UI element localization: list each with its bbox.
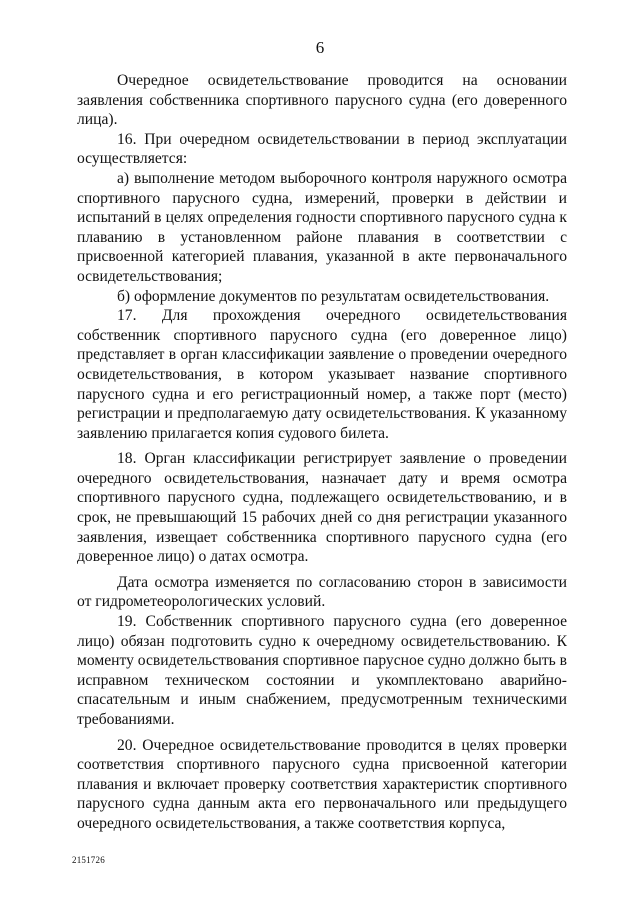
paragraph-20: 20. Очередное освидетельствование проводится в целях проверки соответствия спортивного парусного судна присвоенной категории плавания и включает проверку соответствия характеристик спортивного парусного судна данным акта его первоначального или предыдущего очередного освидетельствования, а также соответствия корпуса, — [77, 736, 567, 832]
document-code: 2151726 — [72, 855, 105, 865]
paragraph-16b: б) оформление документов по результатам освидетельствования. — [117, 287, 550, 305]
paragraph-intro: Очередное освидетельствование проводится на основании заявления собственника спортивного парусного судна (его доверенного лица). — [77, 72, 567, 129]
document-body — [77, 71, 567, 834]
paragraph-18-note: Дата осмотра изменяется по согласованию сторон в зависимости от гидрометеорологических условий. — [77, 573, 567, 611]
paragraph-19: 19. Собственник спортивного парусного судна (его доверенное лицо) обязан подготовить судно к очередному освидетельствованию. К моменту освидетельствования спортивное парусное судно должно быть в исправном техническом состоянии и укомплектовано аварийно-спасательным и иным снабжением, предусмотренным техническими требованиями. — [77, 613, 568, 728]
paragraph-17: 17. Для прохождения очередного освидетельствования собственник спортивного парусного судна (его доверенное лицо) представляет в орган классификации заявление о проведении очередного освидетельствования, в котором указывает название спортивного парусного судна и его регистрационный номер, а также порт (место) регистрации и предполагаемую дату освидетельствования. К указанному заявлению прилагается копия судового билета. — [77, 307, 567, 442]
paragraph-16a: а) выполнение методом выборочного контроля наружного осмотра спортивного парусного судна, измерений, проверки в действии и испытаний в целях определения годности спортивного парусного судна к плаванию в установленном районе плавания в соответствии с присвоенной категорией плавания, указанной в акте первоначального освидетельствования; — [77, 169, 567, 285]
paragraph-18: 18. Орган классификации регистрирует заявление о проведении очередного освидетельствования, назначает дату и время осмотра спортивного парусного судна, подлежащего освидетельствованию, и в срок, не превышающий 15 рабочих дней со дня регистрации указанного заявления, извещает собственника спортивного парусного судна (его доверенное лицо) о датах осмотра. — [77, 450, 567, 566]
page-number: 6 — [315, 38, 325, 57]
paragraph-16: 16. При очередном освидетельствовании в период эксплуатации осуществляется: — [77, 130, 567, 168]
